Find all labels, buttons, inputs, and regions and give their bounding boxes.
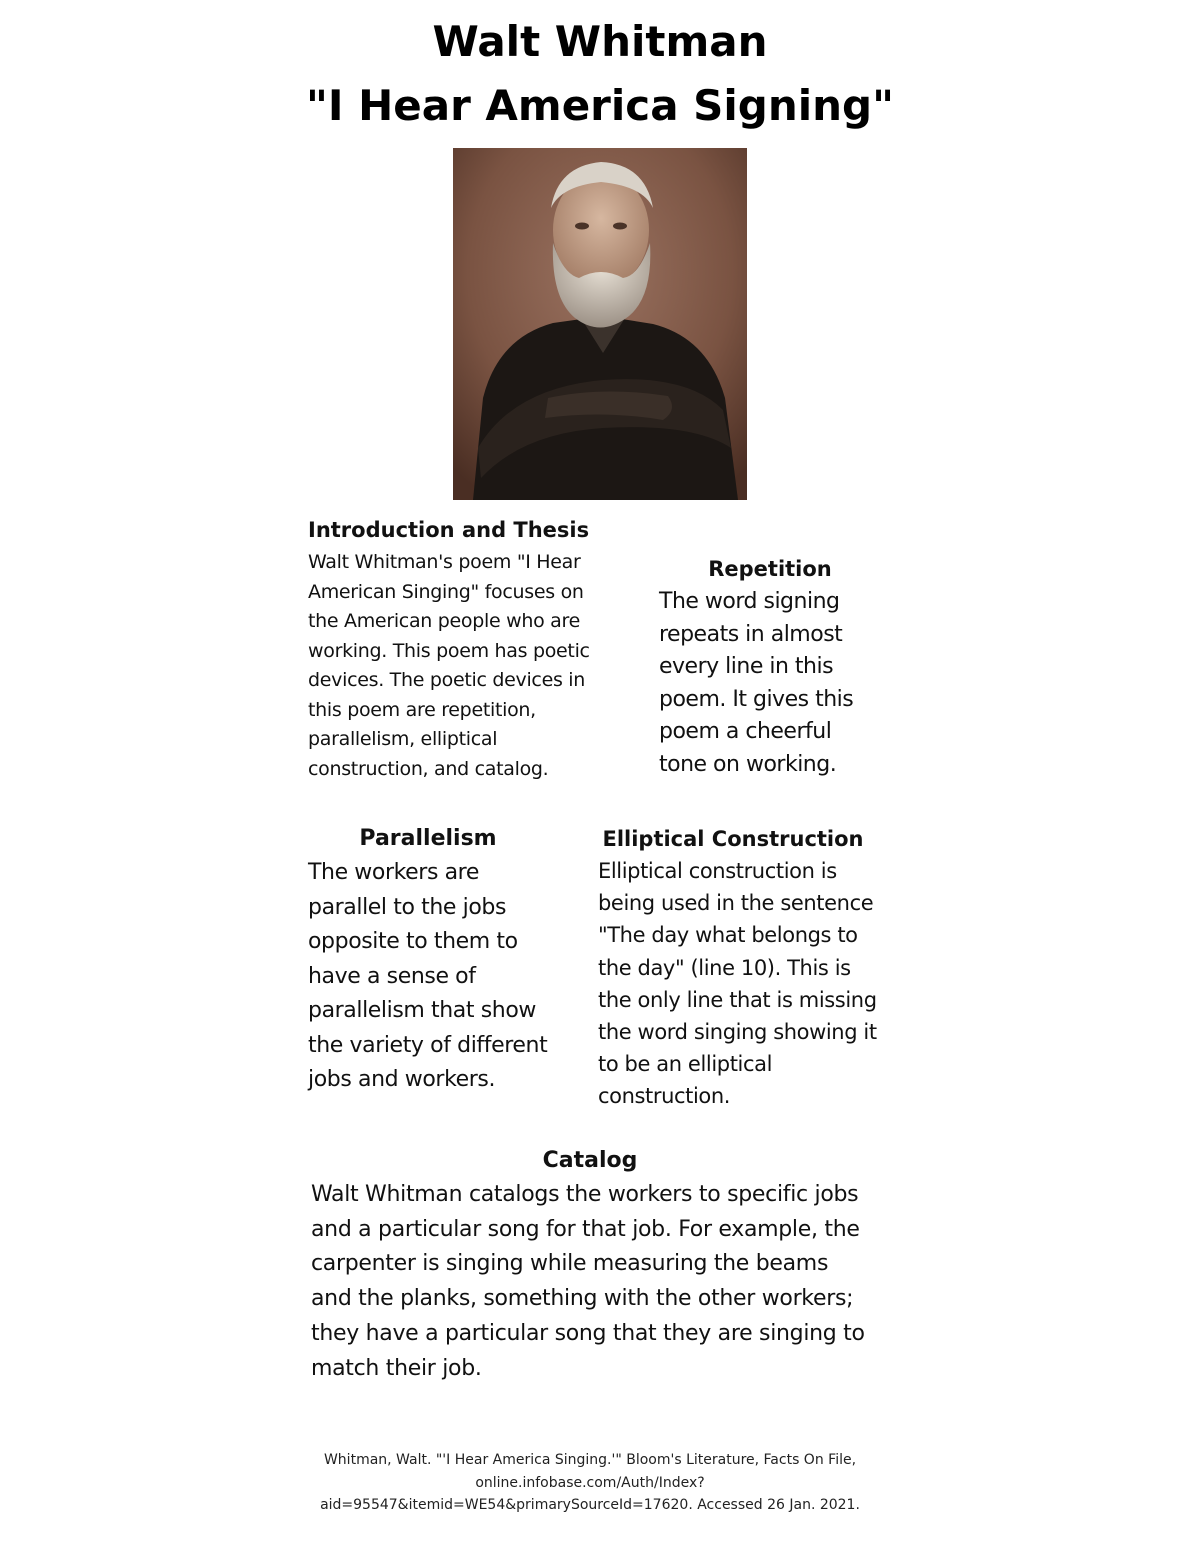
introduction-text: Walt Whitman's poem "I Hear American Singing" focuses on the American people who are working. This poem has poetic devices. The poetic devices in this poem are repetition, parallelism, elliptical construction, and catalog. bbox=[308, 551, 590, 780]
parallelism-heading: Parallelism bbox=[359, 826, 497, 851]
elliptical-construction-heading: Elliptical Construction bbox=[602, 827, 864, 851]
catalog-text: Walt Whitman catalogs the workers to specific jobs and a particular song for that job. For example, the carpenter is singing while measuring the beams and the planks, something with the other workers; they have a particular song that they are singing to match their job. bbox=[311, 1182, 865, 1381]
citation: Whitman, Walt. "'I Hear America Singing.'" Bloom's Literature, Facts On File, online.infobase.com/Auth/Index?aid=95547&itemid=WE54&primarySourceId=17620. Accessed 26 Jan. 2021. bbox=[320, 1452, 860, 1513]
repetition-text: The word signing repeats in almost every line in this poem. It gives this poem a cheerful tone on working. bbox=[659, 589, 854, 777]
introduction-heading: Introduction and Thesis bbox=[308, 518, 590, 542]
repetition-heading: Repetition bbox=[708, 557, 832, 581]
author-portrait-image bbox=[453, 148, 747, 500]
title-author: Walt Whitman bbox=[432, 17, 768, 66]
elliptical-construction-text: Elliptical construction is being used in the sentence "The day what belongs to the day" (line 10). This is the only line that is missing the word singing showing it to be an elliptical construction. bbox=[598, 859, 877, 1109]
title-poem: "I Hear America Signing" bbox=[305, 81, 895, 130]
catalog-heading: Catalog bbox=[542, 1148, 638, 1173]
parallelism-text: The workers are parallel to the jobs opposite to them to have a sense of parallelism that show the variety of different jobs and workers. bbox=[308, 860, 548, 1092]
